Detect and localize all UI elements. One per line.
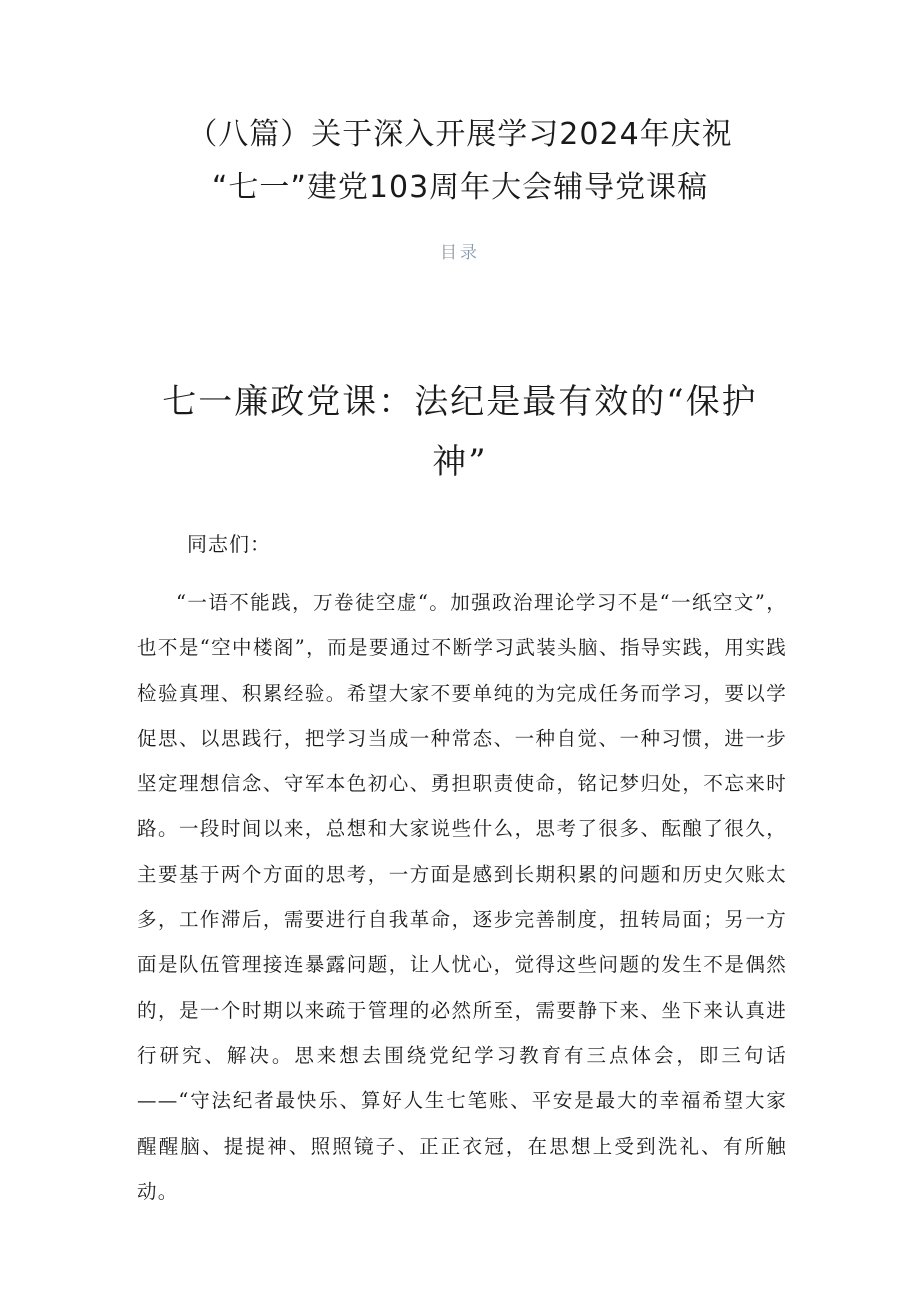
section-title: 七一廉政党课：法纪是最有效的“保护神” bbox=[162, 382, 758, 482]
document-title-line-1: （八篇）关于深入开展学习2024年庆祝 bbox=[187, 117, 733, 152]
document-title-line-2: “七一”建党103周年大会辅导党课稿 bbox=[211, 170, 709, 205]
salutation: 同志们： bbox=[187, 532, 271, 556]
document-title bbox=[0, 108, 920, 214]
table-of-contents-label[interactable]: 目录 bbox=[440, 243, 480, 263]
body-paragraph: “一语不能践，万卷徒空虚“。加强政治理论学习不是“一纸空文”，也不是“空中楼阁”，而是要通过不断学习武装头脑、指导实践，用实践检验真理、积累经验。希望大家不要单纯的为完成任务而学习，要以学促思、以思践行，把学习当成一种常态、一种自觉、一种习惯，进一步坚定理想信念、守军本色初心、勇担职责使命，铭记梦归处，不忘来时路。一段时间以来，总想和大家说些什么，思考了很多、酝酿了很久，主要基于两个方面的思考，一方面是感到长期积累的问题和历史欠账太多，工作滞后，需要进行自我革命，逐步完善制度，扭转局面；另一方面是队伍管理接连暴露问题，让人忧心，觉得这些问题的发生不是偶然的，是一个时期以来疏于管理的必然所至，需要静下来、坐下来认真进行研究、解决。思来想去围绕党纪学习教育有三点体会，即三句话——“守法纪者最快乐、算好人生七笔账、平安是最大的幸福希望大家醒醒脑、提提神、照照镜子、正正衣冠，在思想上受到洗礼、有所触动。 bbox=[137, 591, 787, 1203]
